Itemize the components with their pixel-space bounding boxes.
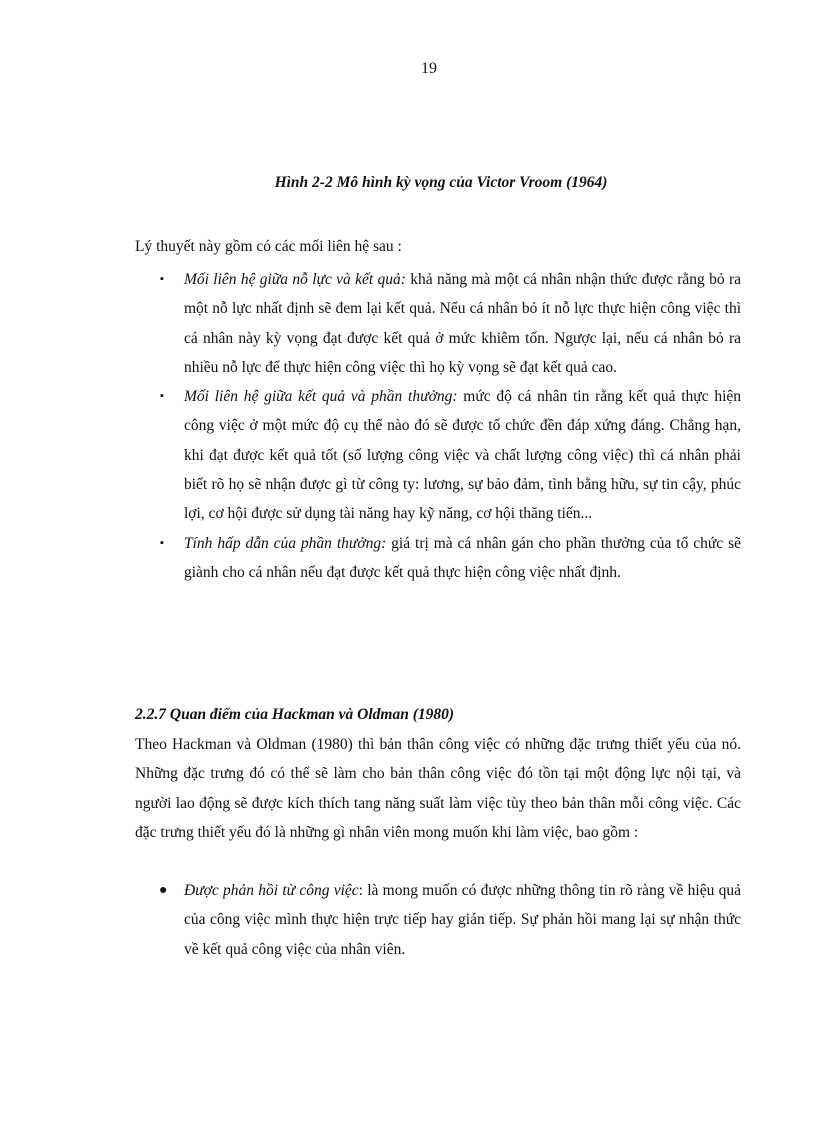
section-heading: 2.2.7 Quan điểm của Hackman và Oldman (1980) <box>135 706 455 723</box>
item-lead: Mối liên hệ giữa nỗ lực và kết quả: <box>184 271 406 288</box>
list-item <box>158 529 741 588</box>
relations-list <box>158 265 741 587</box>
page-number: 19 <box>421 60 437 77</box>
item-lead: Mối liên hệ giữa kết quả và phần thưởng: <box>184 388 458 406</box>
list-item <box>158 382 741 528</box>
list-item <box>158 265 741 382</box>
section-body-paragraph: Theo Hackman và Oldman (1980) thì bản thân công việc có những đặc trưng thiết yếu của nó. Những đặc trưng đó có thể sẽ làm cho bản thân công việc đó tồn tại một động lực nội tại, và người lao động sẽ được kích thích tang năng suất làm việc tùy theo bản thân mỗi công việc. Các đặc trưng thiết yếu đó là những gì nhân viên mong muốn khi làm việc, bao gồm : <box>135 736 741 841</box>
list-item <box>158 876 741 964</box>
item-text: giá trị mà cá nhân gán cho phần thưởng của tổ chức sẽ giành cho cá nhân nếu đạt được kết quả thực hiện công việc nhất định. <box>184 534 741 581</box>
item-lead: Được phản hồi từ công việc <box>184 882 359 899</box>
intro-paragraph: Lý thuyết này gồm có các mối liên hệ sau : <box>135 238 402 255</box>
item-text: mức độ cá nhân tin rằng kết quả thực hiện công việc ở một mức độ cụ thể nào đó sẽ được tổ chức đền đáp xứng đáng. Chẳng hạn, khi đạt được kết quả tốt (số lượng công việc và chất lượng công việc) thì cá nhân phải biết rõ họ sẽ nhận được gì từ công ty: lương, sự bảo đảm, tình bằng hữu, sự tin cậy, phúc lợi, cơ hội được sử dụng tài năng hay kỹ năng, cơ hội thăng tiến... <box>184 388 742 523</box>
characteristics-list <box>158 876 741 964</box>
square-bullet-icon: ▪ <box>160 390 164 403</box>
round-bullet-icon: ● <box>159 883 168 898</box>
item-text: khả năng mà một cá nhân nhận thức được rằng bỏ ra một nỗ lực nhất định sẽ đem lại kết quả. Nếu cá nhân bỏ ít nỗ lực thực hiện công việc thì cá nhân này kỳ vọng đạt được kết quả ở mức khiêm tốn. Ngược lại, nếu cá nhân bỏ ra nhiều nỗ lực để thực hiện công việc thì họ kỳ vọng sẽ đạt kết quả cao. <box>184 271 741 376</box>
item-lead: Tính hấp dẫn của phần thưởng: <box>184 534 387 552</box>
item-text: : là mong muốn có được những thông tin rõ ràng về hiệu quả của công việc mình thực hiện trực tiếp hay gián tiếp. Sự phản hồi mang lại sự nhận thức về kết quả công việc của nhân viên. <box>184 882 741 958</box>
square-bullet-icon: ▪ <box>160 273 164 285</box>
square-bullet-icon: ▪ <box>160 536 164 549</box>
figure-caption: Hình 2-2 Mô hình kỳ vọng của Victor Vroom (1964) <box>274 174 608 191</box>
